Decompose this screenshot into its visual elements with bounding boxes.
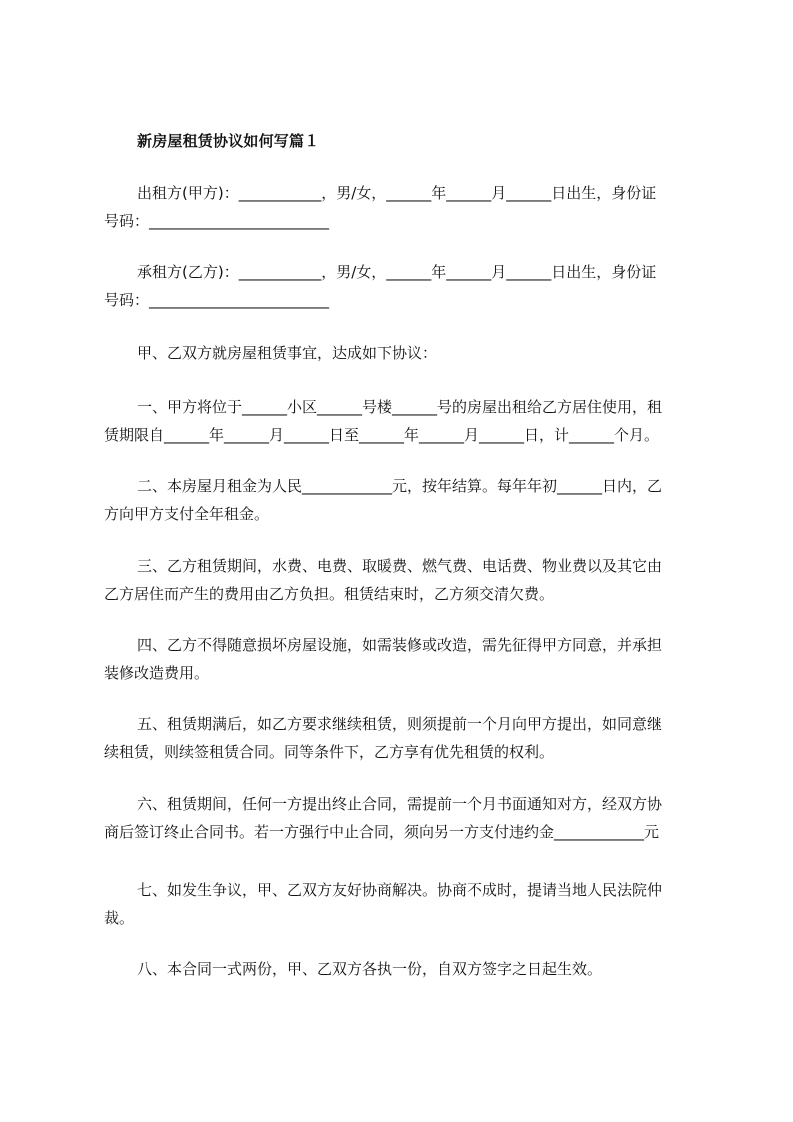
paragraph-line: 赁期限自______年______月______日至______年______月______日，计______个月。 (104, 426, 660, 444)
clause-8 (104, 955, 704, 983)
paragraph-line: 一、甲方将位于______小区______号楼______号的房屋出租给乙方居住使用，租 (137, 398, 663, 416)
paragraph-line: 五、租赁期满后，如乙方要求继续租赁，则须提前一个月向甲方提出，如同意继 (137, 715, 663, 733)
clause-lessor (104, 179, 704, 235)
paragraph-line: 方向甲方支付全年租金。 (104, 505, 270, 523)
paragraph-line: 六、租赁期间，任何一方提出终止合同，需提前一个月书面通知对方，经双方协 (137, 795, 663, 813)
paragraph-line: 裁。 (104, 909, 135, 927)
paragraph-line: 商后签订终止合同书。若一方强行中止合同，须向另一方支付违约金____________元 (104, 823, 660, 841)
paragraph-line: 号码：________________________ (104, 212, 330, 230)
paragraph-line: 承租方(乙方)：___________，男/女，______年______月______日出生，身份证 (137, 263, 657, 281)
paragraph-line: 二、本房屋月租金为人民____________元，按年结算。每年年初______日内，乙 (137, 477, 663, 495)
clause-1 (104, 393, 704, 449)
clause-6 (104, 790, 704, 846)
paragraph-line: 八、本合同一式两份，甲、乙双方各执一份，自双方签字之日起生效。 (137, 960, 603, 978)
clause-intro (104, 339, 704, 367)
document-title: 新房屋租赁协议如何写篇１ (137, 132, 320, 150)
paragraph-line: 四、乙方不得随意损坏房屋设施，如需装修或改造，需先征得甲方同意，并承担 (137, 636, 663, 654)
paragraph-line: 七、如发生争议，甲、乙双方友好协商解决。协商不成时，提请当地人民法院仲 (137, 881, 663, 899)
clause-4 (104, 631, 704, 687)
clause-lessee (104, 258, 704, 314)
clause-5 (104, 710, 704, 766)
clause-7 (104, 876, 704, 932)
clause-3 (104, 552, 704, 608)
paragraph-line: 号码：________________________ (104, 291, 330, 309)
paragraph-line: 甲、乙双方就房屋租赁事宜，达成如下协议： (137, 344, 438, 362)
clause-2 (104, 472, 704, 528)
paragraph-line: 出租方(甲方)：___________，男/女，______年______月______日出生，身份证 (137, 184, 657, 202)
paragraph-line: 乙方居住而产生的费用由乙方负担。租赁结束时，乙方须交清欠费。 (104, 585, 555, 603)
paragraph-line: 三、乙方租赁期间，水费、电费、取暖费、燃气费、电话费、物业费以及其它由 (137, 557, 663, 575)
paragraph-line: 续租赁，则续签租赁合同。同等条件下，乙方享有优先租赁的权利。 (104, 743, 555, 761)
paragraph-line: 装修改造费用。 (104, 664, 210, 682)
